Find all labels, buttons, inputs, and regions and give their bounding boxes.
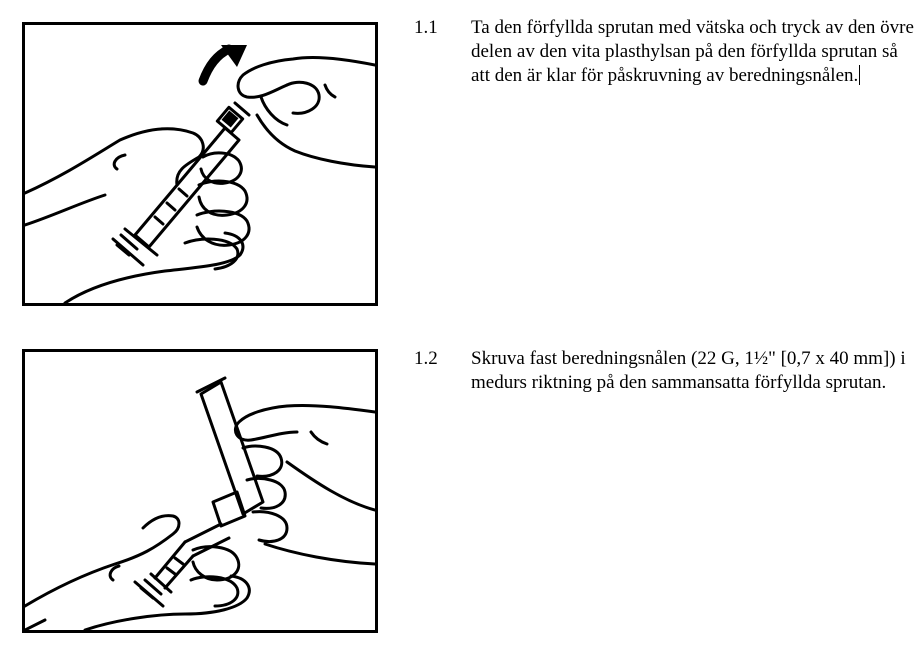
step-2-number: 1.2	[414, 348, 438, 369]
step-2-text: Skruva fast beredningsnålen (22 G, 1½" [0,7 x 40 mm]) i medurs riktning på den sammansatta förfyllda sprutan.	[471, 348, 906, 393]
step-2-illustration	[22, 349, 378, 633]
needle-attachment-drawing	[25, 352, 375, 630]
step-1-text-content: Ta den förfyllda sprutan med vätska och tryck av den övre delen av den vita plasthylsan på den förfyllda sprutan så att den är klar för påskruvning av beredningsnålen.	[471, 17, 914, 86]
step-1-text	[471, 16, 917, 88]
syringe-cap-removal-drawing	[25, 25, 375, 303]
step-1-illustration	[22, 22, 378, 306]
text-cursor	[859, 65, 860, 85]
step-1-number: 1.1	[414, 17, 438, 38]
